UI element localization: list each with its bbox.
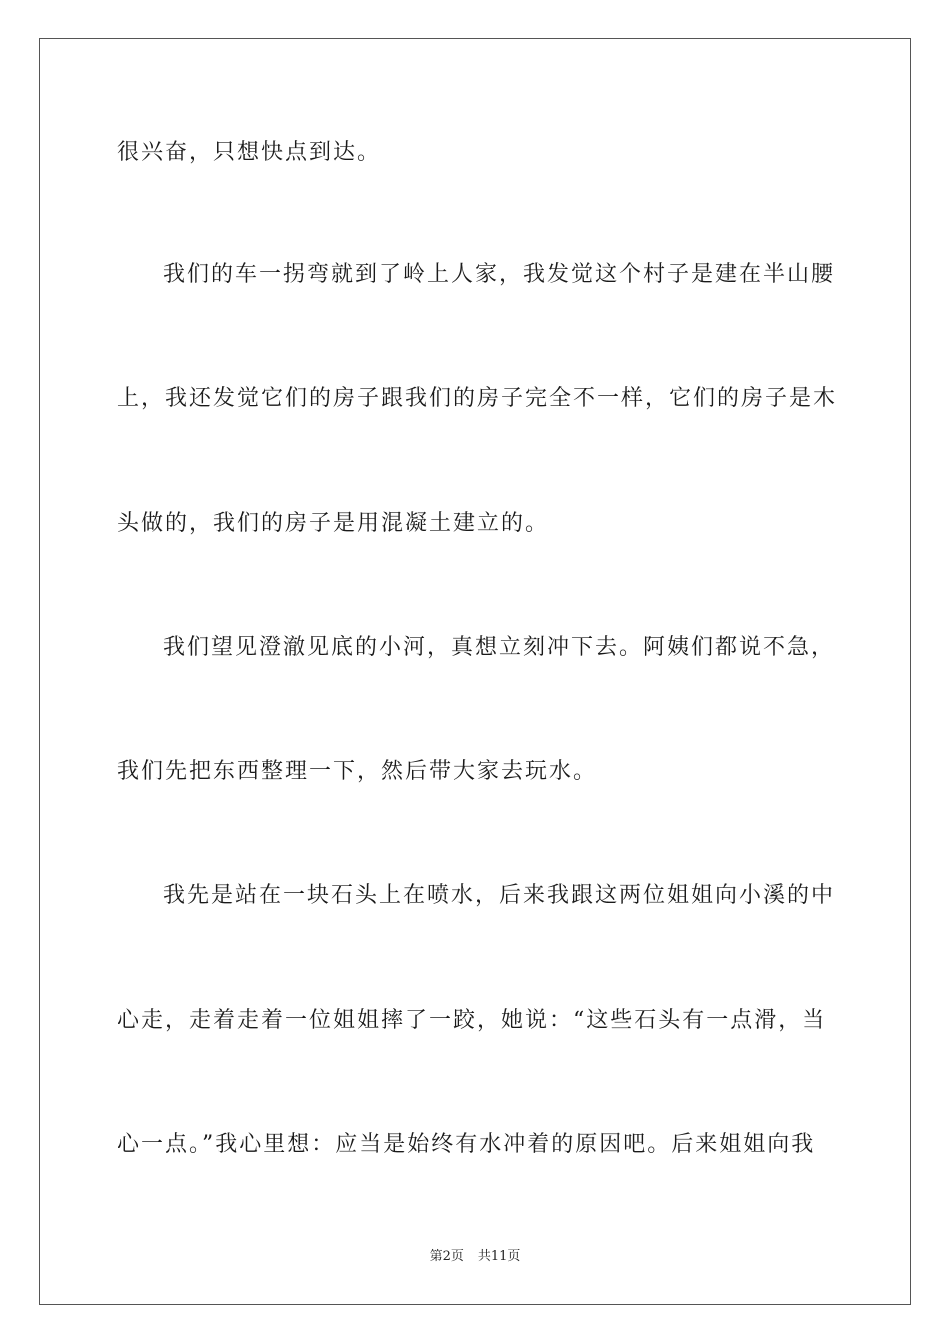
page-border: [39, 38, 911, 1305]
paragraph-first-line: 我们的车一拐弯就到了岭上人家，我发觉这个村子是建在半山腰: [163, 262, 836, 287]
text-line: 心一点。”我心里想：应当是始终有水冲着的原因吧。后来姐姐向我: [117, 1132, 816, 1157]
text-line: 上，我还发觉它们的房子跟我们的房子完全不一样，它们的房子是木: [117, 386, 838, 411]
paragraph-first-line: 我先是站在一块石头上在喷水，后来我跟这两位姐姐向小溪的中: [163, 883, 836, 908]
text-line: 头做的，我们的房子是用混凝土建立的。: [117, 511, 550, 536]
page-footer: [0, 1248, 950, 1266]
page-number: 第2页: [429, 1249, 464, 1264]
text-line: 很兴奋，只想快点到达。: [117, 140, 382, 165]
page-total: 共11页: [477, 1249, 521, 1264]
text-line: 我们先把东西整理一下，然后带大家去玩水。: [117, 759, 598, 784]
text-line: 心走，走着走着一位姐姐摔了一跤，她说：“这些石头有一点滑，当: [117, 1008, 827, 1033]
paragraph-first-line: 我们望见澄澈见底的小河，真想立刻冲下去。阿姨们都说不急，: [163, 635, 836, 660]
